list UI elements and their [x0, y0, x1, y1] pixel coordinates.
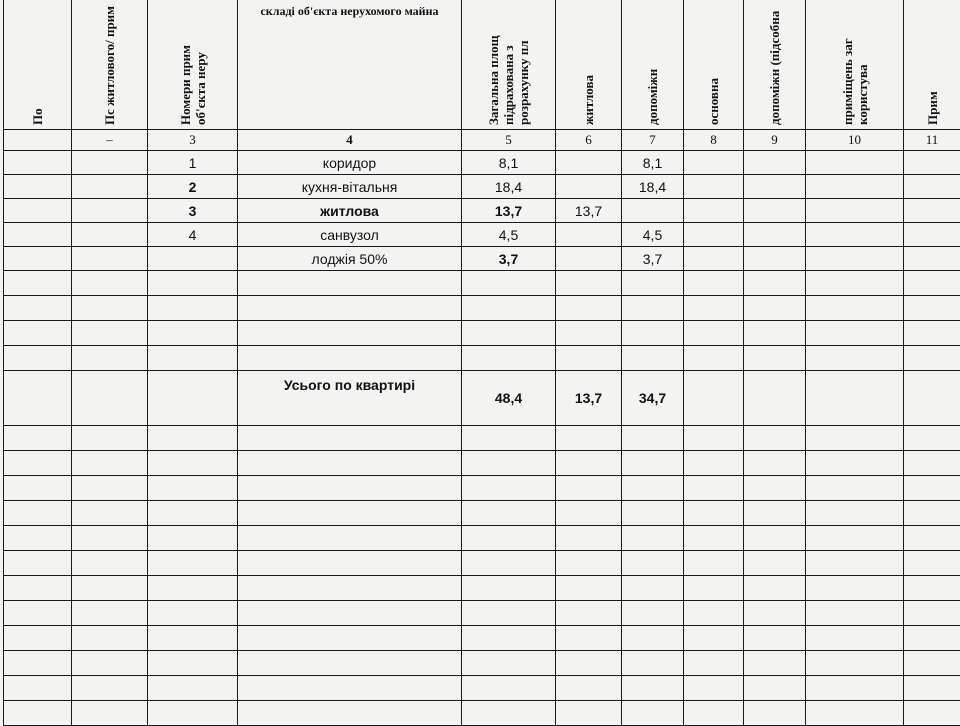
total-aux-area: 34,7 [622, 371, 684, 426]
room-aux-area: 4,5 [622, 223, 684, 247]
room-number: 2 [148, 175, 238, 199]
col-num: 11 [904, 130, 960, 151]
table-row [4, 175, 960, 199]
col-num: 3 [148, 130, 238, 151]
room-aux-area [622, 199, 684, 223]
room-living-area [556, 151, 622, 175]
empty-row [4, 551, 960, 576]
room-number: 3 [148, 199, 238, 223]
empty-row [4, 626, 960, 651]
empty-row [4, 676, 960, 701]
header-cell: допоміжн [622, 0, 684, 130]
room-living-area [556, 175, 622, 199]
room-total-area: 3,7 [462, 247, 556, 271]
header-cell: Прим [904, 0, 960, 130]
room-number [148, 247, 238, 271]
col-num: 9 [744, 130, 806, 151]
col-num: 8 [684, 130, 744, 151]
col-num: 6 [556, 130, 622, 151]
empty-row [4, 321, 960, 346]
room-living-area [556, 223, 622, 247]
empty-row [4, 426, 960, 451]
col-num: 4 [238, 130, 462, 151]
total-living-area: 13,7 [556, 371, 622, 426]
empty-row [4, 601, 960, 626]
col-num: 5 [462, 130, 556, 151]
table-row [4, 223, 960, 247]
room-name: санвузол [238, 223, 462, 247]
empty-row [4, 501, 960, 526]
table-row [4, 151, 960, 175]
empty-row [4, 576, 960, 601]
empty-row [4, 271, 960, 296]
empty-row [4, 701, 960, 726]
room-number: 4 [148, 223, 238, 247]
empty-row [4, 526, 960, 551]
table-row [4, 247, 960, 271]
total-area: 48,4 [462, 371, 556, 426]
column-number-row [4, 130, 960, 151]
room-name: житлова [238, 199, 462, 223]
empty-row [4, 451, 960, 476]
room-aux-area: 8,1 [622, 151, 684, 175]
room-total-area: 13,7 [462, 199, 556, 223]
room-living-area: 13,7 [556, 199, 622, 223]
room-name: лоджія 50% [238, 247, 462, 271]
area-table [3, 0, 960, 726]
header-cell: По [4, 0, 72, 130]
empty-row [4, 346, 960, 371]
room-number: 1 [148, 151, 238, 175]
col-num: 10 [806, 130, 904, 151]
header-cell: Загальна площ підрахована з розрахунку пл [462, 0, 556, 130]
table-row [4, 199, 960, 223]
col-num [4, 130, 72, 151]
total-label: Усього по квартирі [238, 371, 462, 426]
header-cell: приміщень заг користува [806, 0, 904, 130]
room-aux-area: 3,7 [622, 247, 684, 271]
empty-row [4, 476, 960, 501]
room-total-area: 4,5 [462, 223, 556, 247]
room-total-area: 18,4 [462, 175, 556, 199]
room-living-area [556, 247, 622, 271]
header-cell: Номери прим об'єкта неру [148, 0, 238, 130]
header-cell: складі об'єкта нерухомого майна [238, 0, 462, 130]
room-total-area: 8,1 [462, 151, 556, 175]
col-num: – [72, 130, 148, 151]
empty-row [4, 651, 960, 676]
blank-rows [4, 426, 960, 726]
room-name: коридор [238, 151, 462, 175]
room-aux-area: 18,4 [622, 175, 684, 199]
blank-rows [4, 271, 960, 371]
room-name: кухня-вітальня [238, 175, 462, 199]
header-cell: допоміжн (підсобна [744, 0, 806, 130]
total-row [4, 371, 960, 426]
header-cell: основна [684, 0, 744, 130]
header-cell: Пс житлового/ прим [72, 0, 148, 130]
header-cell: житлова [556, 0, 622, 130]
empty-row [4, 296, 960, 321]
col-num: 7 [622, 130, 684, 151]
header-row [4, 0, 960, 130]
